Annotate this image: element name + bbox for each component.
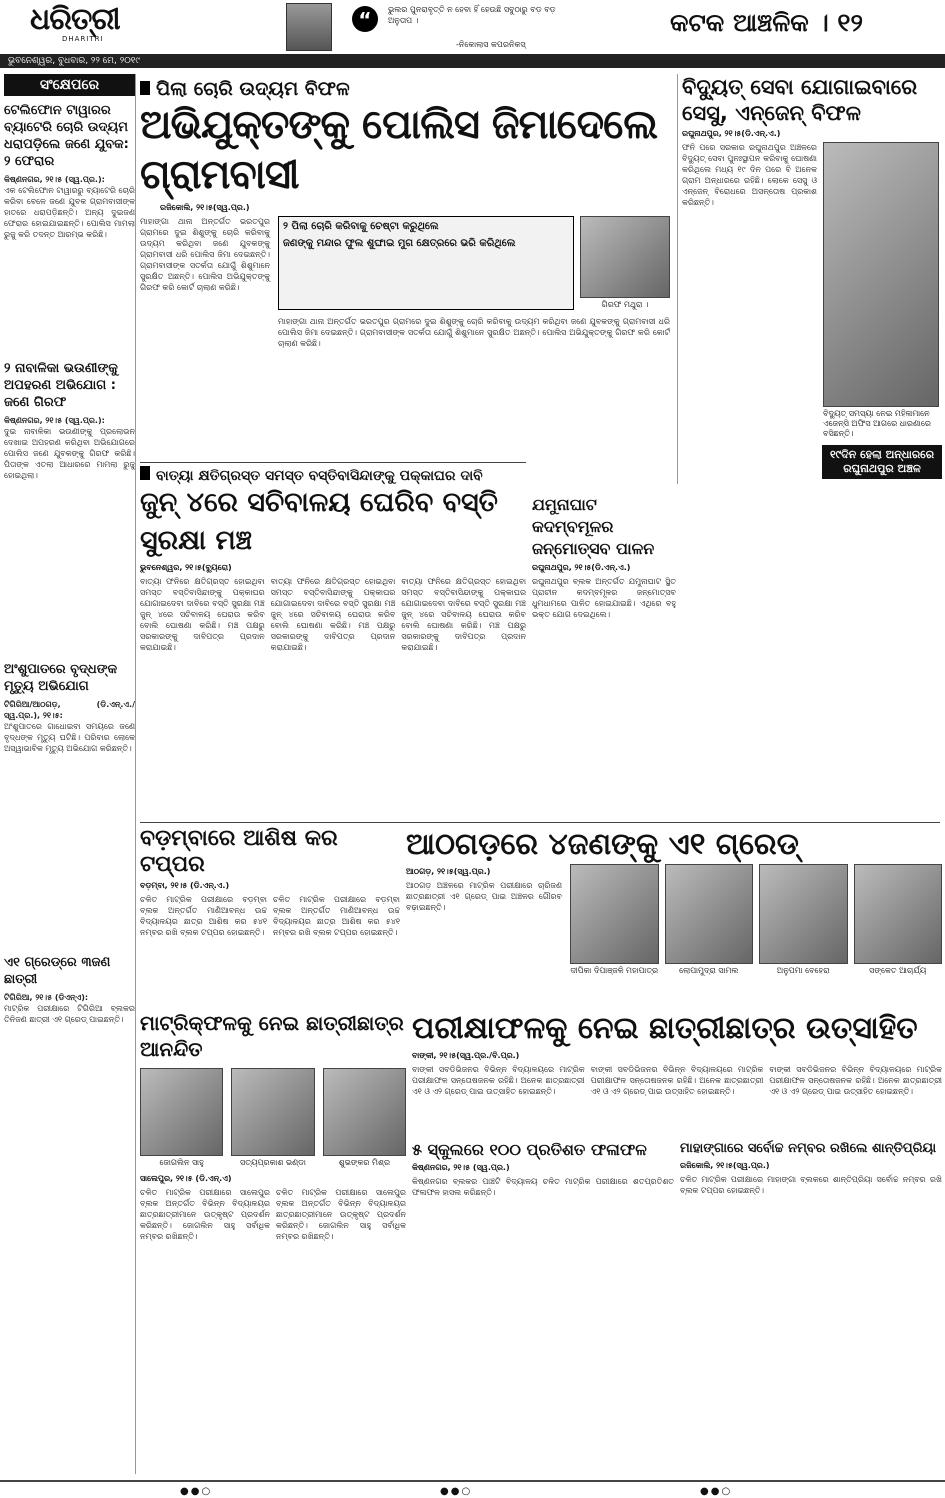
footer-marks: ●●○ [700,1486,733,1497]
topper-story[interactable] [680,1140,942,1476]
footer-marks: ●●○ [440,1486,473,1497]
story-byline: ରଘୁନାଥପୁର, ୨୧।୫(ଡି.ଏନ୍.ଏ.) [682,129,781,138]
school-results-story[interactable] [412,1140,674,1476]
story-byline: ଆଠଗଡ଼, ୨୧।୫(ସ୍ୱ.ପ୍ର.) [406,867,491,876]
story-headline[interactable]: ବିଦ୍ୟୁତ୍ ସେବା ଯୋଗାଇବାରେ ସେସୁ, ଏନ୍‌ଜେନ୍ ବିଫଳ [682,75,918,125]
story-kicker: ପିଲା ଚୋରି ଉଦ୍ୟମ ବିଫଳ [140,78,670,100]
photo-caption: ଅନୁପମା ବେହେରା [776,966,830,975]
highlight-item: ୨ ପିଲା ଚୋରି କରିବାକୁ ଚେଷ୍ଟା କରୁଥିଲେ [283,221,439,232]
brief-headline: ଟେଲିଫୋନ ଟାୱାରର ବ୍ୟାଟେରି ଚୋରି ଉଦ୍ୟମ ଧରାପଡ଼ିଲେ ଜଣେ ଯୁବକ: ୨ ଫେରାର [4,103,129,169]
story-byline: କିଷ୍ଣନଗର, ୨୧।୫ (ସ୍ୱ.ପ୍ର.) [412,1163,510,1172]
story-body: ଚଳିତ ମାଟ୍ରିକ ପରୀକ୍ଷାରେ ମାହାଙ୍ଗା ବ୍ଲକରେ ଶାନ୍ତିପ୍ରିୟା ସର୍ବୋଚ୍ଚ ନମ୍ବର ରଖି ବ୍ଲକ ଟପ୍ପର ହୋଇଛନ୍ତି। [680,1175,942,1195]
photo-caption: ଜୋଗଲିନ ସାହୁ [159,1158,204,1167]
story-highlights [278,216,574,310]
story-body: ବାତ୍ୟା ଫନିରେ କ୍ଷତିଗ୍ରସ୍ତ ହୋଇଥିବା ସମସ୍ତ ବସ୍ତିବାସିନ୍ଦାଙ୍କୁ ପକ୍କାଘର ଯୋଗାଇଦେବା ଦାବିରେ ବସ୍ତି ସୁରକ୍ଷା ମଞ୍ଚ ଜୁନ୍ ୪ରେ ସଚିବାଳୟ ଘେରାଉ କରିବ ବୋଲି ଘୋଷଣା କରିଛି। ମଞ୍ଚ ପକ୍ଷରୁ ସରକାରଙ୍କୁ ଦାବିପତ୍ର ପ୍ରଦାନ କରାଯାଇଛି। [270,577,396,652]
brief-dateline: କିଷ୍ଣନଗର, ୨୧।୫ (ସ୍ୱ.ପ୍ର.): [4,416,105,425]
story-body: ଚଳିତ ମାଟ୍ରିକ ପରୀକ୍ଷାରେ ବଡ଼ମ୍ବା ବ୍ଲକ ଅନ୍ତର୍ଗତ ମାଣିଆବନ୍ଧ ଉଚ୍ଚ ବିଦ୍ୟାଳୟର ଛାତ୍ର ଆଶିଷ କର ୫୪୧ ନମ୍ବର ରଖି ବ୍ଲକ ଟପ୍ପର ହୋଇଛନ୍ତି। [273,895,400,937]
story-body: ଆଠଗଡ଼ ଅଞ୍ଚଳରେ ମାଟ୍ରିକ ପରୀକ୍ଷାରେ ଚାରିଜଣ ଛାତ୍ରଛାତ୍ରୀ ଏ୧ ଗ୍ରେଡ୍ ପାଇ ଅଞ୍ଚଳର ଗୌରବ ବଢ଼ାଇଛନ୍ତି। [406,881,562,912]
photo-caption: ବିଦ୍ୟୁତ୍ ସମସ୍ୟା ନେଇ ମହିଳାମାନେ ଏଜେନ୍ସି ଅଫିସ ଆଗରେ ଧାରଣାରେ ବସିଛନ୍ତି। [823,409,931,438]
student-photo [231,1068,314,1156]
story-byline: ରଜିକୋଲି, ୨୧।୫(ସ୍ୱ.ପ୍ର.) [160,203,250,212]
brief-body: ମାଟ୍ରିକ ପରୀକ୍ଷାରେ ଟିଗିରିଆ ବ୍ଲକର ତିନିଜଣ ଛାତ୍ରୀ ଏ୧ ଗ୍ରେଡ୍ ପାଇଛନ୍ତି। [4,1004,135,1024]
story-body: ବାତ୍ୟା ଫନିରେ କ୍ଷତିଗ୍ରସ୍ତ ହୋଇଥିବା ସମସ୍ତ ବସ୍ତିବାସିନ୍ଦାଙ୍କୁ ପକ୍କାଘର ଯୋଗାଇଦେବା ଦାବିରେ ବସ୍ତି ସୁରକ୍ଷା ମଞ୍ଚ ଜୁନ୍ ୪ରେ ସଚିବାଳୟ ଘେରାଉ କରିବ ବୋଲି ଘୋଷଣା କରିଛି। ମଞ୍ଚ ପକ୍ଷରୁ ସରକାରଙ୍କୁ ଦାବିପତ୍ର ପ୍ରଦାନ କରାଯାଇଛି। [401,577,526,652]
story-headline[interactable]: ୫ ସ୍କୁଲରେ ୧୦୦ ପ୍ରତିଶତ ଫଳାଫଳ [412,1140,647,1159]
photo-caption: ସତ୍ୟପ୍ରକାଶ ଭଣ୍ଡା [240,1158,306,1167]
story-byline: ସାଲେପୁର, ୨୧।୫ (ଡି.ଏନ୍.ଏ) [140,1174,232,1183]
story-kicker: ବାତ୍ୟା କ୍ଷତିଗ୍ରସ୍ତ ସମସ୍ତ ବସ୍ତିବାସିନ୍ଦାଙ୍କୁ ପକ୍କାଘର ଦାବି [140,466,526,484]
section-divider [140,462,526,463]
story-body: ବାଙ୍କୀ ସବଡିଭିଜନର ବିଭିନ୍ନ ବିଦ୍ୟାଳୟରେ ମାଟ୍ରିକ ପରୀକ୍ଷାଫଳ ସନ୍ତୋଷଜନକ ରହିଛି। ଅନେକ ଛାତ୍ରଛାତ୍ରୀ ଏ୧ ଓ ଏ୨ ଗ୍ରେଡ୍ ପାଇ ଉତ୍ସାହିତ ହୋଇଛନ୍ତି। [769,1065,942,1096]
student-photo [323,1068,406,1156]
highlight-item: ଜଣଙ୍କୁ ମନ୍ଦାର ଫୁଲ ଶୁଙ୍ଘାଇ ମୁଗ କ୍ଷେତ୍ରରେ ଭରି କରିଥିଲେ [283,238,516,249]
story-body: କିଷ୍ଣନଗର ବ୍ଲକର ପାଞ୍ଚଟି ବିଦ୍ୟାଳୟ ଚଳିତ ମାଟ୍ରିକ ପରୀକ୍ଷାରେ ଶତପ୍ରତିଶତ ଫଳାଫଳ ହାସଲ କରିଛନ୍ତି। [412,1177,674,1197]
accused-photo [580,216,670,298]
masthead [0,0,945,52]
student-photo [665,864,754,964]
brief-item[interactable] [4,360,135,481]
tax-topper-story[interactable] [140,826,400,1006]
daily-quote: ଭୁଲର ପୁନରାବୃତ୍ତି ନ ହେବା ହିଁ ହେଉଛି ସବୁଠାରୁ ବଡ଼ ବଡ଼ ଅନୁତାପ । [388,5,556,25]
photo-caption: ଲୋପାମୁଦ୍ରା ସାମଲ [679,966,739,975]
protest-photo [823,142,939,407]
dateline-bar [0,54,945,68]
newspaper-logo[interactable]: ଧରିତ୍ରୀ [30,2,120,37]
matric-story[interactable] [140,1010,406,1476]
student-photo [570,864,659,964]
story-headline[interactable]: ଆଠଗଡ଼ରେ ୪ଜଣଙ୍କୁ ଏ୧ ଗ୍ରେଡ୍ [406,827,799,862]
brief-dateline: ଟିଗିରିଆ/ଆଠଗଡ଼, (ଡି.ଏନ୍.ଏ./ସ୍ୱ.ପ୍ର.), ୨୧।୫: [4,700,135,720]
power-story[interactable] [682,74,942,484]
dateline: ଭୁବନେଶ୍ୱର, ବୁଧବାର, ୨୨ ମେ, ୨୦୧୯ [8,56,140,66]
story-body: ବାଙ୍କୀ ସବଡିଭିଜନର ବିଭିନ୍ନ ବିଦ୍ୟାଳୟରେ ମାଟ୍ରିକ ପରୀକ୍ଷାଫଳ ସନ୍ତୋଷଜନକ ରହିଛି। ଅନେକ ଛାତ୍ରଛାତ୍ରୀ ଏ୧ ଓ ଏ୨ ଗ୍ରେଡ୍ ପାଇ ଉତ୍ସାହିତ ହୋଇଛନ୍ତି। [412,1065,585,1096]
brief-item[interactable] [4,954,135,1025]
story-headline[interactable]: ଅଭିଯୁକ୍ତଙ୍କୁ ପୋଲିସ ଜିମାଦେଲେ ଗ୍ରାମବାସୀ [140,101,658,198]
story-band: ୧୯ଦିନ ହେଲା ଅନ୍ଧାରରେ ରଘୁନାଥପୁର ଅଞ୍ଚଳ [822,445,942,479]
brief-body: ଦୁଇ ନାବାଳିକା ଭଉଣୀଙ୍କୁ ପ୍ରଲୋଭନ ଦେଖାଇ ଅପହରଣ କରିଥିବା ଅଭିଯୋଗରେ ପୋଲିସ ଜଣେ ଯୁବକଙ୍କୁ ଗିରଫ କରିଛି। ପିତାଙ୍କ ଏତଲା ଆଧାରରେ ମାମଲା ରୁଜୁ ହୋଇଥିଲା। [4,427,135,480]
student-photo [140,1068,223,1156]
photo-caption: ଶୁଭଙ୍କର ମିଶ୍ର [338,1158,391,1167]
festival-story[interactable] [532,494,676,818]
story-headline[interactable]: ପରୀକ୍ଷାଫଳକୁ ନେଇ ଛାତ୍ରୀଛାତ୍ର ଉତ୍ସାହିତ [412,1011,918,1046]
story-body-continued: ମାହାଙ୍ଗା ଥାନା ଅନ୍ତର୍ଗତ ଭରତପୁର ଗ୍ରାମରେ ଦୁଇ ଶିଶୁଙ୍କୁ ଚୋରି କରିବାକୁ ଉଦ୍ୟମ କରିଥିବା ଜଣେ ଯୁବକଙ୍କୁ ଗ୍ରାମବାସୀ ଧରି ପୋଲିସ ଜିମା ଦେଇଛନ୍ତି। ଗ୍ରାମବାସୀଙ୍କ ସତର୍କତା ଯୋଗୁଁ ଶିଶୁମାନେ ସୁରକ୍ଷିତ ଅଛନ୍ତି। ପୋଲିସ ଅଭିଯୁକ୍ତଙ୍କୁ ଗିରଫ କରି କୋର୍ଟ ଚାଲାଣ କରିଛି। [278,317,670,348]
story-byline: ବାଙ୍କୀ, ୨୧।୫(ସ୍ୱ.ପ୍ର./ବି.ପ୍ର.) [412,1051,520,1060]
story-body: ଚଳିତ ମାଟ୍ରିକ ପରୀକ୍ଷାରେ ବଡ଼ମ୍ବା ବ୍ଲକ ଅନ୍ତର୍ଗତ ମାଣିଆବନ୍ଧ ଉଚ୍ଚ ବିଦ୍ୟାଳୟର ଛାତ୍ର ଆଶିଷ କର ୫୪୧ ନମ୍ବର ରଖି ବ୍ଲକ ଟପ୍ପର ହୋଇଛନ୍ତି। [140,895,267,937]
brief-item[interactable] [4,661,135,754]
brief-item[interactable] [4,102,135,240]
student-photo [759,864,848,964]
photo-caption: ସଙ୍କେତ ଆଚାର୍ଯ୍ୟ [869,966,927,975]
story-body: ଫନି ପରେ ସରକାର ରଘୁନାଥପୁର ଅଞ୍ଚଳରେ ବିଦ୍ୟୁତ୍ ସେବା ପୁନଃସ୍ଥାପନ କରିବାକୁ ଘୋଷଣା କରିଥିଲେ ମଧ୍ୟ ୧୯ ଦିନ ପରେ ବି ଅନେକ ଗ୍ରାମ ଅନ୍ଧାରରେ ରହିଛି। ଲୋକେ ସେସୁ ଓ ଏନ୍‌ଜେନ୍ ବିରୋଧରେ ଅସନ୍ତୋଷ ପ୍ରକାଶ କରିଛନ୍ତି। [682,143,817,207]
page-footer [0,1480,945,1498]
quote-author: -ନିକୋଲାସ କପରନିକସ୍ [456,40,526,49]
story-headline[interactable]: ଯମୁନାଘାଟ କଦମ୍ବମୂଳର ଜନ୍ମୋତ୍ସବ ପାଳନ [532,495,655,558]
quote-icon: “ [352,6,378,32]
column-divider [677,74,678,484]
quote-author-portrait [286,3,332,51]
story-body: ଚଳିତ ମାଟ୍ରିକ ପରୀକ୍ଷାରେ ସାଲେପୁର ବ୍ଲକ ଅନ୍ତର୍ଗତ ବିଭିନ୍ନ ବିଦ୍ୟାଳୟର ଛାତ୍ରଛାତ୍ରୀମାନେ ଉତ୍କୃଷ୍ଟ ପ୍ରଦର୍ଶନ କରିଛନ୍ତି। ଜୋଗଲିନ ସାହୁ ସର୍ବାଧିକ ନମ୍ବର ରଖିଛନ୍ତି। [276,1188,406,1241]
story-body: ରଘୁନାଥପୁର ବ୍ଲକ ଅନ୍ତର୍ଗତ ଯମୁନାଘାଟ ସ୍ଥିତ ପ୍ରାଚୀନ କଦମ୍ବମୂଳର ଜନ୍ମୋତ୍ସବ ଧୁମଧାମରେ ପାଳିତ ହୋଇଯାଇଛି। ଏଥିରେ ବହୁ ଭକ୍ତ ଯୋଗ ଦେଇଥିଲେ। [532,577,676,619]
story-headline[interactable]: ଜୁନ୍ ୪ରେ ସଚିବାଳୟ ଘେରିବ ବସ୍ତି ସୁରକ୍ଷା ମଞ୍ଚ [140,487,498,556]
brief-headline: ଏ୧ ଗ୍ରେଡ୍‌ରେ ୩ଜଣ ଛାତ୍ରୀ [4,955,111,987]
story-byline: ରଘୁନାଥପୁର, ୨୧।୫(ଡି.ଏନ୍.ଏ.) [532,563,631,572]
brief-body: ଏକ ଟେଲିଫୋନ ଟାୱାରରୁ ବ୍ୟାଟେରି ଚୋରି କରିବା ବେଳେ ଜଣେ ଯୁବକ ଗ୍ରାମବାସୀଙ୍କ ହାତରେ ଧରାପଡ଼ିଛନ୍ତି। ଅନ୍ୟ ଦୁଇଜଣ ଫେରାର ହୋଇଯାଇଛନ୍ତି। ପୋଲିସ ମାମଲା ରୁଜୁ କରି ତଦନ୍ତ ଆରମ୍ଭ କରିଛି। [4,186,135,239]
section-title: କଟକ ଆଞ୍ଚଳିକ । ୧୨ [670,8,863,37]
story-headline[interactable]: ମାଟ୍ରିକ୍‌ଫଳକୁ ନେଇ ଛାତ୍ରୀଛାତ୍ର ଆନନ୍ଦିତ [140,1011,404,1061]
briefs-header: ସଂକ୍ଷେପରେ [4,74,135,96]
photo-caption: ଗିରଫ ମଥୁରା । [601,300,649,309]
exam-results-story[interactable] [412,1010,942,1140]
story-headline[interactable]: ବଡ଼ମ୍ବାରେ ଆଶିଷ କର ଟପ୍ପର [140,826,338,877]
story-byline: ରଜିକୋଲି, ୨୧।୫(ସ୍ୱ.ପ୍ର.) [680,1161,770,1170]
logo-subtitle: DHARITRI [62,35,104,43]
footer-marks: ●●○ [180,1486,213,1497]
brief-headline: ୨ ନାବାଳିକା ଭଉଣୀଙ୍କୁ ଅପହରଣ ଅଭିଯୋଗ : ଜଣେ ଗିରଫ [4,361,118,410]
section-divider [140,822,940,823]
main-story[interactable] [140,78,670,460]
photo-caption: ଦୀପିକା ଦିପାଞ୍ଜଳି ମହାପାତ୍ର [570,966,659,975]
brief-dateline: କିଷ୍ଣନଗର, ୨୧।୫ (ସ୍ୱ.ପ୍ର.): [4,175,105,184]
story-headline[interactable]: ମାହାଙ୍ଗାରେ ସର୍ବୋଚ୍ଚ ନମ୍ବର ରଖିଲେ ଶାନ୍ତିପ୍ରିୟା [680,1141,937,1156]
brief-dateline: ଟିଗିରିଆ, ୨୧।୫ (ଡିଏନ୍‌ଏ): [4,993,89,1002]
story-byline: ବଡ଼ମ୍ବା, ୨୧।୫ (ଡି.ଏନ୍.ଏ.) [140,881,230,890]
brief-body: ଅଂଶୁପାତରେ ଗାଧୋଇବା ସମୟରେ ଜଣେ ବୃଦ୍ଧଙ୍କ ମୃତ୍ୟୁ ଘଟିଛି। ପରିବାର ଲୋକେ ଅସ୍ୱାଭାବିକ ମୃତ୍ୟୁ ଅଭିଯୋଗ କରିଛନ୍ତି। [4,722,135,753]
student-photo [854,864,943,964]
story-byline: ଭୁବନେଶ୍ୱର, ୨୧।୫(ବ୍ୟୁରୋ) [140,563,232,572]
brief-headline: ଅଂଶୁପାତରେ ବୃଦ୍ଧଙ୍କ ମୃତ୍ୟୁ ଅଭିଯୋଗ [4,662,118,694]
athgarh-story[interactable] [406,826,942,1006]
story-body: ବାଙ୍କୀ ସବଡିଭିଜନର ବିଭିନ୍ନ ବିଦ୍ୟାଳୟରେ ମାଟ୍ରିକ ପରୀକ୍ଷାଫଳ ସନ୍ତୋଷଜନକ ରହିଛି। ଅନେକ ଛାତ୍ରଛାତ୍ରୀ ଏ୧ ଓ ଏ୨ ଗ୍ରେଡ୍ ପାଇ ଉତ୍ସାହିତ ହୋଇଛନ୍ତି। [590,1065,764,1096]
story-body: ବାତ୍ୟା ଫନିରେ କ୍ଷତିଗ୍ରସ୍ତ ହୋଇଥିବା ସମସ୍ତ ବସ୍ତିବାସିନ୍ଦାଙ୍କୁ ପକ୍କାଘର ଯୋଗାଇଦେବା ଦାବିରେ ବସ୍ତି ସୁରକ୍ଷା ମଞ୍ଚ ଜୁନ୍ ୪ରେ ସଚିବାଳୟ ଘେରାଉ କରିବ ବୋଲି ଘୋଷଣା କରିଛି। ମଞ୍ଚ ପକ୍ଷରୁ ସରକାରଙ୍କୁ ଦାବିପତ୍ର ପ୍ରଦାନ କରାଯାଇଛି। [140,577,265,652]
story-body: ମାହାଙ୍ଗା ଥାନା ଅନ୍ତର୍ଗତ ଭରତପୁର ଗ୍ରାମରେ ଦୁଇ ଶିଶୁଙ୍କୁ ଚୋରି କରିବାକୁ ଉଦ୍ୟମ କରିଥିବା ଜଣେ ଯୁବକଙ୍କୁ ଗ୍ରାମବାସୀ ଧରି ପୋଲିସ ଜିମା ଦେଇଛନ୍ତି। ଗ୍ରାମବାସୀଙ୍କ ସତର୍କତା ଯୋଗୁଁ ଶିଶୁମାନେ ସୁରକ୍ଷିତ ଅଛନ୍ତି। ପୋଲିସ ଅଭିଯୁକ୍ତଙ୍କୁ ଗିରଫ କରି କୋର୍ଟ ଚାଲାଣ କରିଛି। [140,217,270,292]
story-body: ଚଳିତ ମାଟ୍ରିକ ପରୀକ୍ଷାରେ ସାଲେପୁର ବ୍ଲକ ଅନ୍ତର୍ଗତ ବିଭିନ୍ନ ବିଦ୍ୟାଳୟର ଛାତ୍ରଛାତ୍ରୀମାନେ ଉତ୍କୃଷ୍ଟ ପ୍ରଦର୍ଶନ କରିଛନ୍ତି। ଜୋଗଲିନ ସାହୁ ସର୍ବାଧିକ ନମ୍ବର ରଖିଛନ୍ତି। [140,1188,270,1241]
briefs-column [4,74,136,1474]
slum-story[interactable] [140,466,526,818]
